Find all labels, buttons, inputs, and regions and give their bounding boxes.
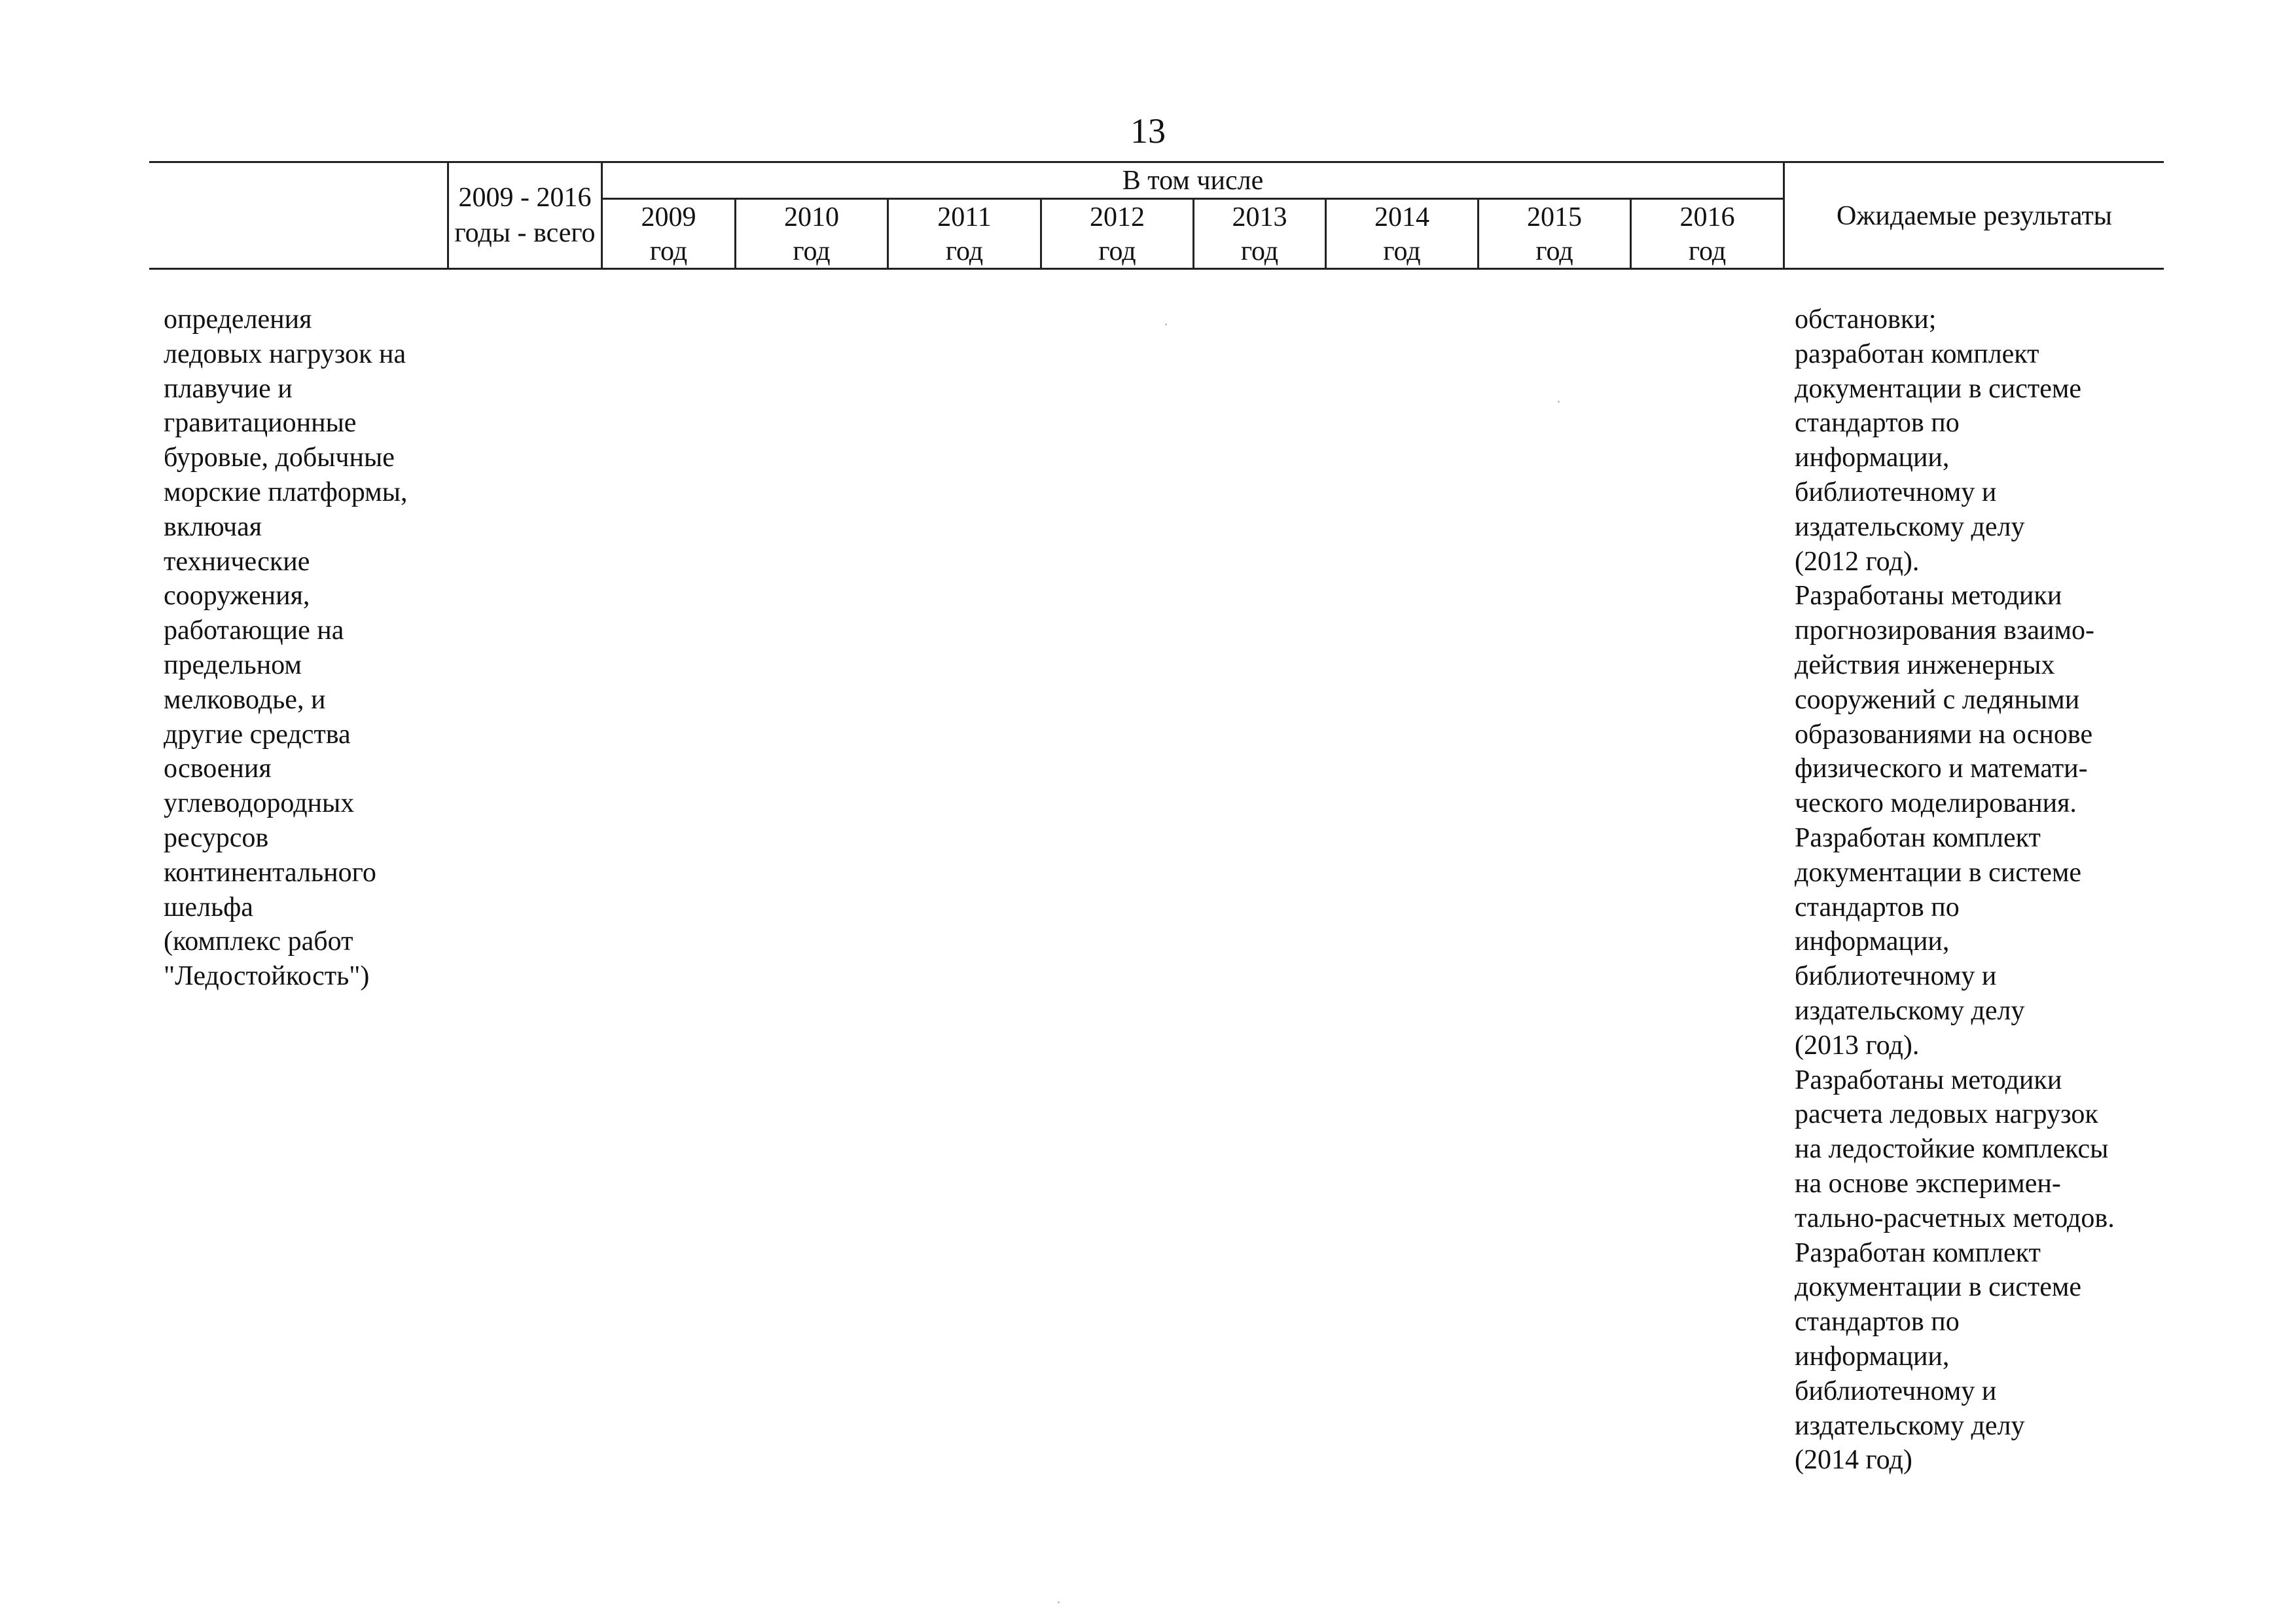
description-line: буровые, добычные (164, 443, 395, 473)
description-line: шельфа (164, 892, 253, 922)
including-header: В том числе (1122, 166, 1264, 196)
year-2013-unit: год (1240, 236, 1279, 266)
results-line: издательскому делу (1795, 1410, 2025, 1441)
scan-speck (1165, 323, 1167, 325)
description-line: технические (164, 546, 310, 577)
results-line: Разработан комплект (1795, 1237, 2041, 1268)
results-line: документации в системе (1795, 857, 2082, 888)
results-header: Ожидаемые результаты (1837, 201, 2112, 231)
results-line: разработан комплект (1795, 338, 2039, 369)
year-2016-unit: год (1688, 236, 1727, 266)
results-line: тально-расчетных методов. (1795, 1203, 2115, 1233)
year-2015-unit: год (1535, 236, 1573, 266)
results-line: стандартов по (1795, 892, 1960, 922)
results-line: информации, (1795, 926, 1950, 957)
measure-description (164, 302, 407, 994)
total-header-line2: годы - всего (454, 218, 596, 248)
results-line: Разработаны методики (1795, 581, 2062, 611)
results-line: библиотечному и (1795, 961, 1997, 992)
description-line: "Ледостойкость") (164, 961, 370, 992)
description-line: работающие на (164, 615, 344, 646)
description-line: углеводородных (164, 788, 355, 819)
year-2011-label: 2011 (937, 202, 992, 232)
year-2015-label: 2015 (1527, 202, 1582, 232)
year-2011-unit: год (945, 236, 984, 266)
results-line: физического и математи- (1795, 754, 2088, 784)
year-2010-unit: год (793, 236, 831, 266)
results-line: информации, (1795, 443, 1950, 473)
scan-speck (1558, 401, 1560, 403)
year-2009-unit: год (649, 236, 688, 266)
description-line: включая (164, 511, 262, 542)
description-line: мелководье, и (164, 684, 326, 715)
description-line: определения (164, 304, 312, 335)
description-line: сооружения, (164, 581, 310, 611)
results-line: библиотечному и (1795, 1376, 1997, 1406)
results-line: издательскому делу (1795, 511, 2025, 542)
results-line: сооружений с ледяными (1795, 684, 2080, 715)
description-line: континентального (164, 857, 376, 888)
total-header-line1: 2009 - 2016 (458, 183, 592, 213)
year-2016-label: 2016 (1679, 202, 1735, 232)
expected-results (1795, 302, 2115, 1478)
results-line: (2012 год). (1795, 546, 1920, 577)
results-line: стандартов по (1795, 408, 1960, 439)
description-line: (комплекс работ (164, 926, 353, 957)
year-2010-label: 2010 (784, 202, 839, 232)
results-line: действия инженерных (1795, 649, 2055, 680)
results-line: (2014 год) (1795, 1445, 1912, 1476)
results-line: ческого моделирования. (1795, 788, 2077, 819)
results-line: издательскому делу (1795, 995, 2025, 1026)
results-line: образованиями на основе (1795, 719, 2093, 750)
description-line: другие средства (164, 719, 351, 750)
page-number: 13 (1130, 111, 1166, 151)
year-2014-label: 2014 (1374, 202, 1429, 232)
year-2012-unit: год (1098, 236, 1136, 266)
results-line: документации в системе (1795, 1272, 2082, 1303)
col-divider-left (447, 161, 449, 270)
year-2013-label: 2013 (1232, 202, 1287, 232)
results-line: стандартов по (1795, 1307, 1960, 1338)
results-line: документации в системе (1795, 373, 2082, 404)
results-line: расчета ледовых нагрузок (1795, 1099, 2098, 1130)
year-2014-unit: год (1383, 236, 1421, 266)
description-line: ресурсов (164, 822, 269, 853)
results-line: Разработан комплект (1795, 822, 2041, 853)
year-2012-label: 2012 (1090, 202, 1145, 232)
description-line: плавучие и (164, 373, 293, 404)
results-line: библиотечному и (1795, 477, 1997, 507)
description-line: ледовых нагрузок на (164, 338, 406, 369)
description-line: гравитационные (164, 408, 357, 439)
results-line: прогнозирования взаимо- (1795, 615, 2095, 646)
header-top-rule (149, 161, 2164, 163)
results-line: обстановки; (1795, 304, 1937, 335)
description-line: предельном (164, 649, 302, 680)
including-subheader-rule (601, 198, 1783, 200)
description-line: освоения (164, 754, 272, 784)
results-line: (2013 год). (1795, 1030, 1920, 1061)
description-line: морские платформы, (164, 477, 408, 507)
scan-speck (1058, 1601, 1060, 1603)
results-line: на основе эксперимен- (1795, 1168, 2061, 1199)
year-2009-label: 2009 (641, 202, 696, 232)
results-line: информации, (1795, 1341, 1950, 1372)
results-line: Разработаны методики (1795, 1065, 2062, 1095)
results-line: на ледостойкие комплексы (1795, 1134, 2109, 1165)
